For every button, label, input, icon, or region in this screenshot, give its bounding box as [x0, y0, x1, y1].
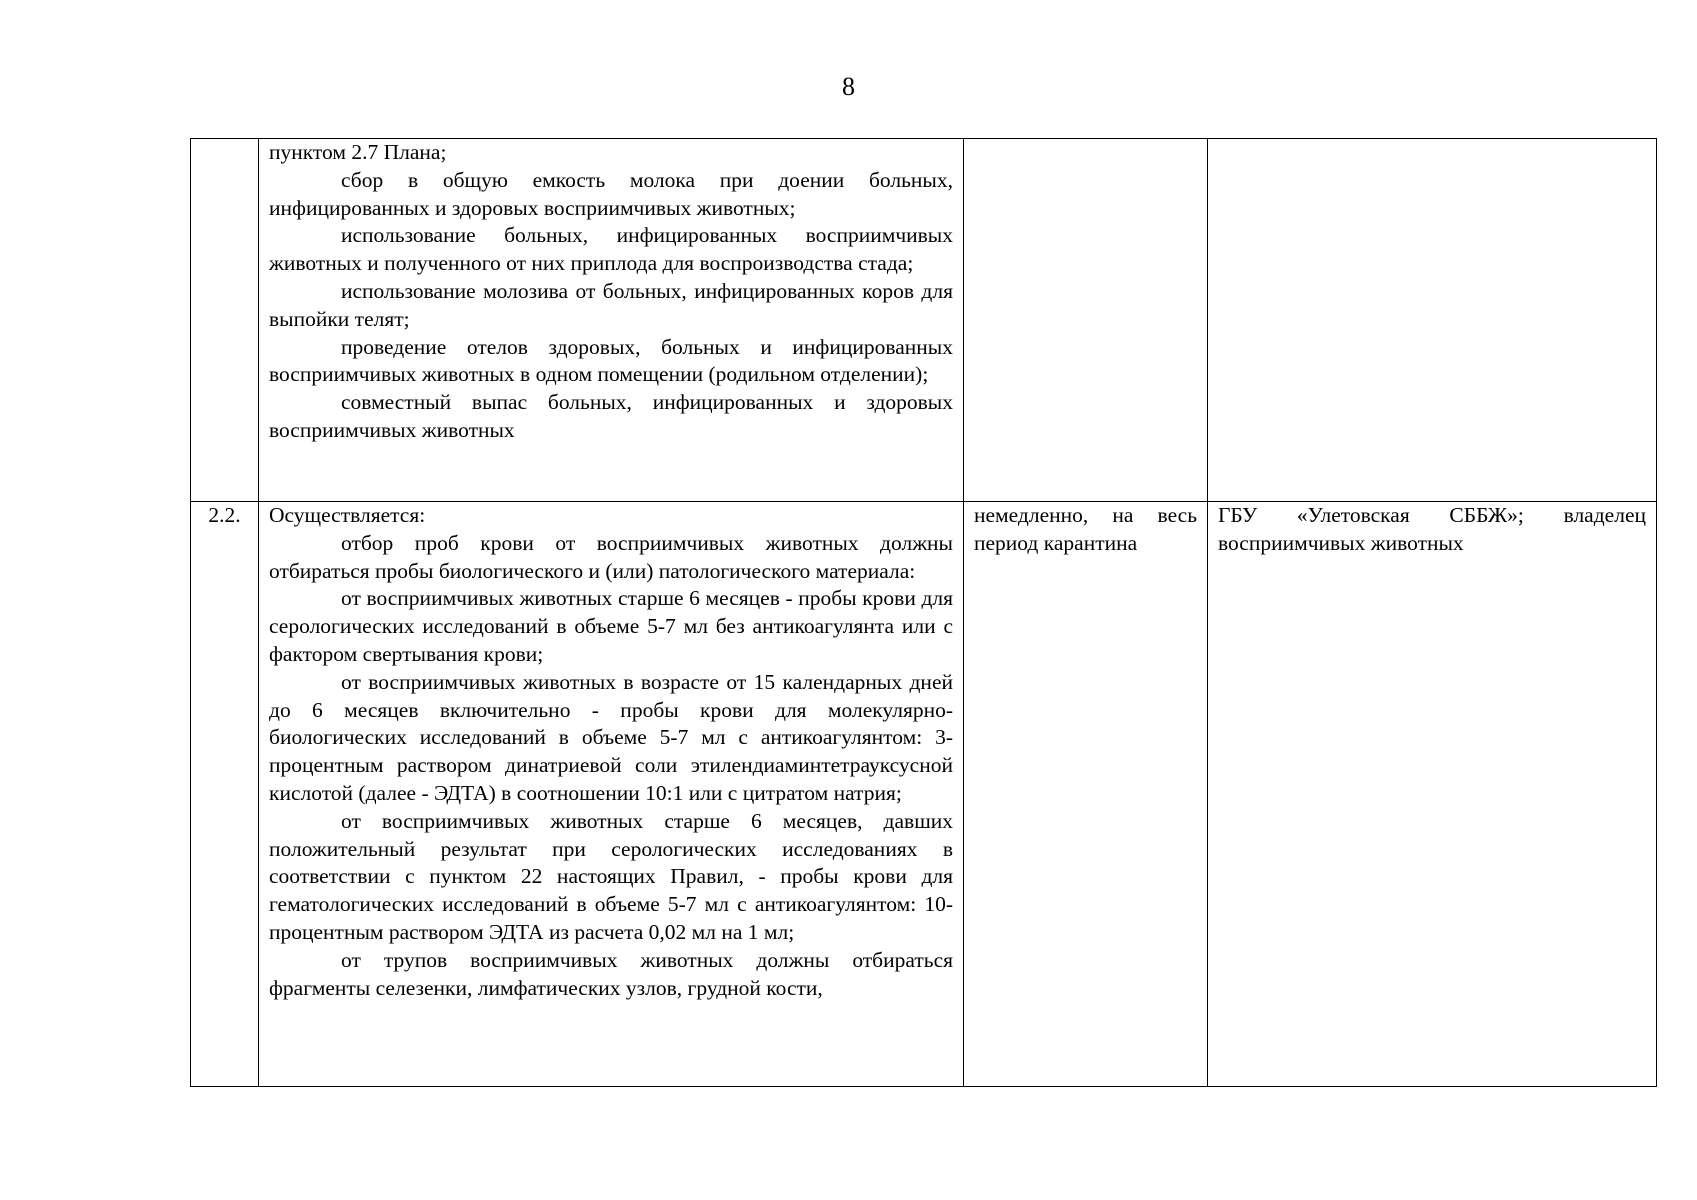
row-number-cell: 2.2.: [191, 502, 259, 1087]
paragraph: от восприимчивых животных старше 6 месяцев, давших положительный результат при серологических исследованиях в соответствии с пунктом 22 настоящих Правил, - пробы крови для гематологических исследований в объеме 5-7 мл с антикоагулянтом: 10-процентным раствором ЭДТА из расчета 0,02 мл на 1 мл;: [269, 808, 953, 944]
action-cell: [259, 502, 964, 1087]
paragraph: отбор проб крови от восприимчивых животных должны отбираться пробы биологического и (или) патологического материала:: [269, 530, 953, 583]
paragraph: сбор в общую емкость молока при доении больных, инфицированных и здоровых восприимчивых животных;: [269, 167, 953, 220]
term-cell: [964, 139, 1208, 502]
table-row: [191, 502, 1657, 1087]
paragraph: использование молозива от больных, инфицированных коров для выпойки телят;: [269, 278, 953, 331]
paragraph: от восприимчивых животных в возрасте от 15 календарных дней до 6 месяцев включительно - пробы крови для молекулярно-биологических исследований в объеме 5-7 мл с антикоагулянтом: 3-процентным раствором динатриевой соли этилендиаминтетрауксусной кислотой (далее - ЭДТА) в соотношении 10:1 или с цитратом натрия;: [269, 669, 953, 805]
plan-table: [190, 138, 1657, 1087]
paragraph: Осуществляется:: [269, 503, 426, 527]
term-cell: немедленно, на весь период карантина: [964, 502, 1208, 1087]
action-text: [269, 502, 953, 1086]
table-row: [191, 139, 1657, 502]
paragraph: пунктом 2.7 Плана;: [269, 140, 447, 164]
responsible-cell: [1208, 139, 1657, 502]
action-text: [269, 139, 953, 501]
page-number: 8: [842, 72, 855, 101]
paragraph: совместный выпас больных, инфицированных и здоровых восприимчивых животных: [269, 390, 953, 442]
row-number-cell: [191, 139, 259, 502]
paragraph: от восприимчивых животных старше 6 месяцев - пробы крови для серологических исследований в объеме 5-7 мл без антикоагулянта или с фактором свертывания крови;: [269, 586, 953, 666]
responsible-cell: ГБУ «Улетовская СББЖ»; владелец восприимчивых животных: [1208, 502, 1657, 1087]
action-cell: [259, 139, 964, 502]
paragraph: использование больных, инфицированных восприимчивых животных и полученного от них приплода для воспроизводства стада;: [269, 223, 953, 276]
paragraph: проведение отелов здоровых, больных и инфицированных восприимчивых животных в одном помещении (родильном отделении);: [269, 334, 953, 387]
paragraph: от трупов восприимчивых животных должны отбираться фрагменты селезенки, лимфатических узлов, грудной кости,: [269, 947, 953, 1000]
